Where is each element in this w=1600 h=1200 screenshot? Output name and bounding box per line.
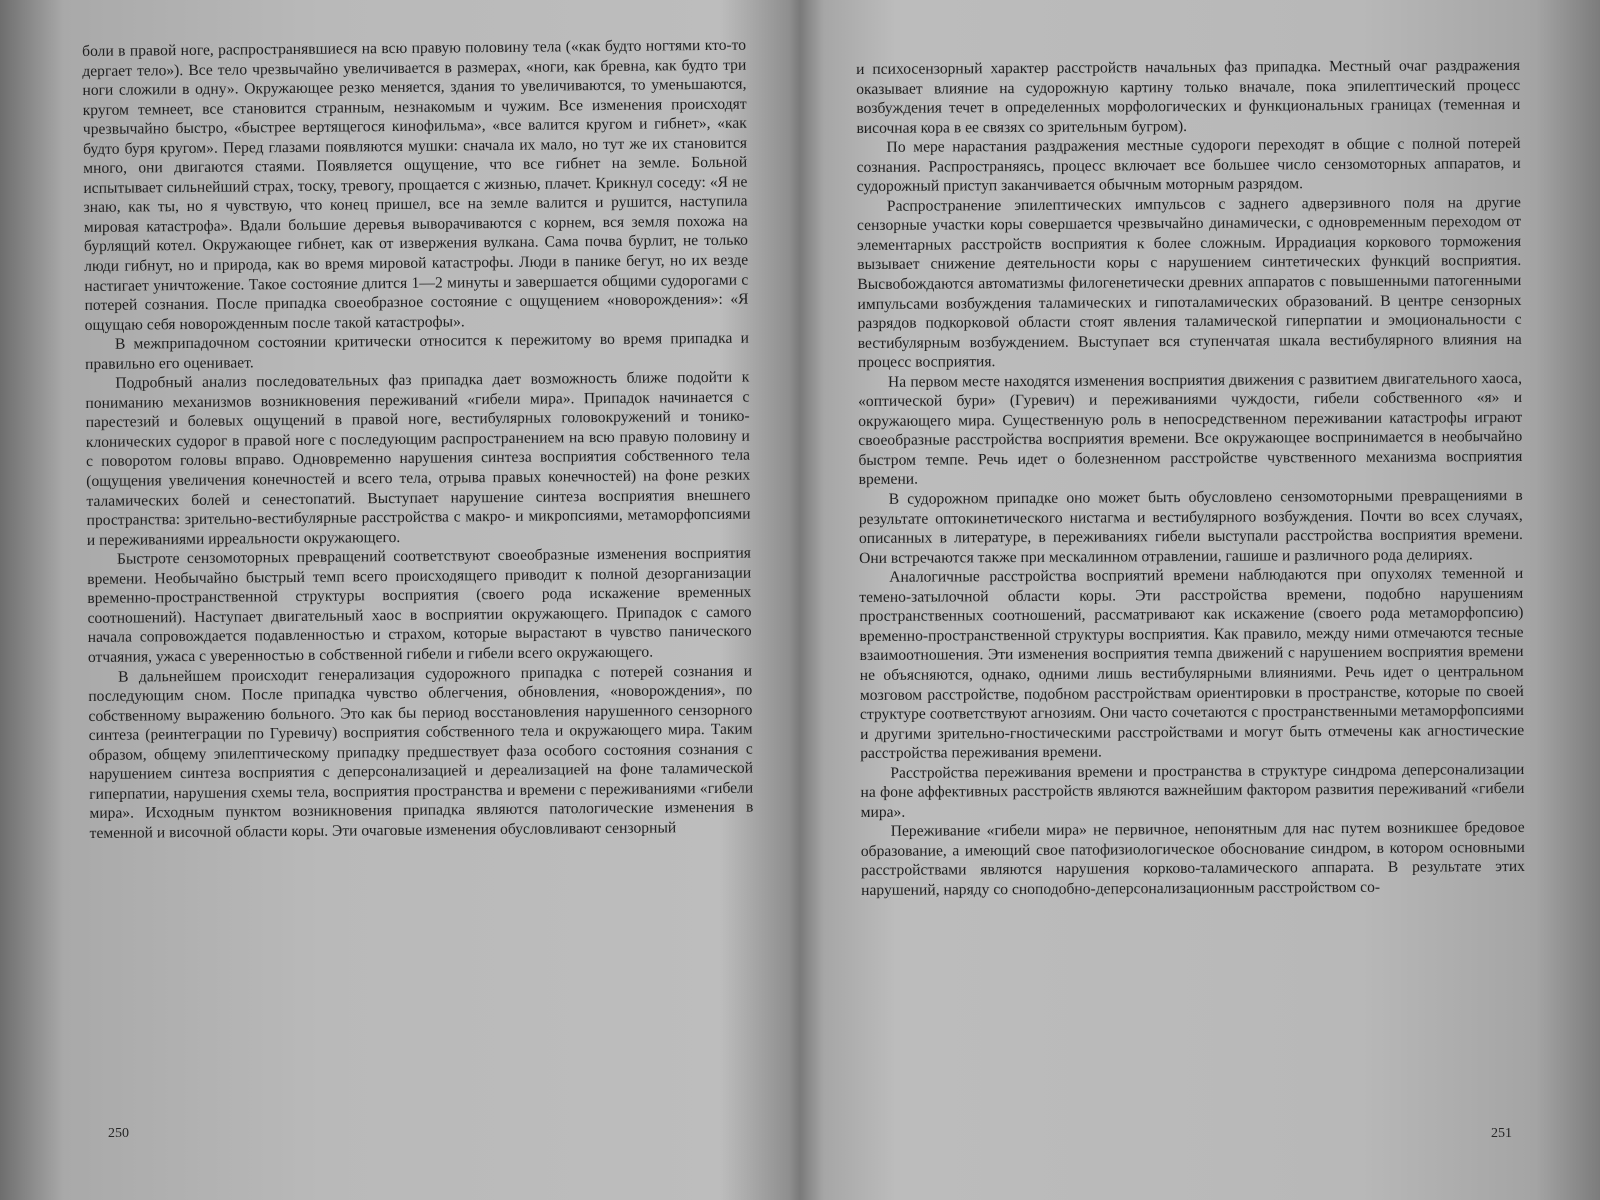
page-number: 250 [108, 1126, 129, 1141]
paragraph: Аналогичные расстройства восприятий времени наблюдаются при опухолях теменной и темено-затылочной области коры. Эти расстройства времени, подобно нарушениям пространственных соотношений, рассматривают как искажение (своего рода метаморфопсию) временно-пространственной структуры восприятия. Как правило, между ними отмечаются тесные взаимоотношения. Эти изменения восприятия темпа движений с нарушением восприятия времени не объясняются, однако, одними лишь вестибулярными влияниями. Речь идет о центральном мозговом расстройстве, подобном расстройствам ориентировки в пространстве, которые по своей структуре соответствуют агнозиям. Они часто сочетаются с пространственными метаморфопсиями и другими зрительно-гностическими расстройствами и могут быть отмечены как агностические расстройства переживания времени. [859, 565, 1525, 763]
paragraph: В дальнейшем происходит генерализация судорожного припадка с потерей сознания и последующим сном. После припадка чувство облегчения, обновления, «новорождения», по собственному выражению больного. Это как бы период восстановления нарушенного сензорного синтеза (реинтеграции по Гуревичу) восприятия собственного тела и окружающего мира. Таким образом, общему эпилептическому припадку предшествует фаза особого состояния сознания с нарушением синтеза восприятия с деперсонализацией и дереализацией на фоне таламической гиперпатии, нарушения схемы тела, восприятия пространства и времени с переживаниями «гибели мира». Исходным пунктом возникновения припадка являются патологические изменения в теменной и височной области коры. Эти очаговые изменения обусловливают сензорный [88, 662, 754, 842]
paragraph: Подробный анализ последовательных фаз припадка дает возможность ближе подойти к пониманию механизмов возникновения переживаний «гибели мира». Припадок начинается с парестезий и болевых ощущений в правой ноге, вестибулярных головокружений и тонико-клонических судорог в правой ноге с последующим распространением на всю правую половину и с поворотом головы вправо. Одновременно нарушения синтеза восприятия собственного тела (ощущения увеличения конечностей и всего тела, отрыва правых конечностей) на фоне резких таламических болей и сенестопатий. Выступает нарушение синтеза восприятия внешнего пространства: зрительно-вестибулярные расстройства с макро- и микропсиями, метаморфопсиями и переживаниями ирреальности окружающего. [85, 368, 751, 549]
paragraph: Распространение эпилептических импульсов с заднего адверзивного поля на другие сензорные участки коры совершается чрезвычайно динамически, с одновременным переходом от элементарных расстройств восприятия к более сложным. Иррадиация коркового торможения вызывает снижение деятельности коры с нарушением синтетических функций восприятия. Высвобождаются автоматизмы филогенетически древних аппаратов с повышенными патогенными импульсами возбуждения таламических и гипоталамических образований. В центре сензорных разрядов подкорковой области стоят явления таламической гиперпатии и эмоциональности с вестибулярным возбуждением. Выступает вся ступенчатая шкала вестибулярного влияния на процесс восприятия. [856, 193, 1522, 372]
paragraph: Переживание «гибели мира» не первичное, непонятным для нас путем возникшее бредовое образование, а имеющий свое патофизиологическое обоснование синдром, в котором основными расстройствами являются нарушения корково-таламического аппарата. В результате этих нарушений, наряду со сноподобно-деперсонализационным расстройством со- [860, 819, 1525, 899]
paragraph: На первом месте находятся изменения восприятия движения с развитием двигательного хаоса, «оптической бури» (Гуревич) и переживаниями чуждости, гибели собственного «я» и окружающего мира. Существенную роль в непосредственном переживании катастрофы играют своеобразные расстройства восприятия времени. Все окружающее воспринимается в необычайно быстром темпе. Речь идет о болезненном расстройстве чувственного механизма восприятия времени. [858, 369, 1523, 489]
paragraph: боли в правой ноге, распространявшиеся на всю правую половину тела («как будто ногтями кто-то дергает тело»). Все тело чрезвычайно увеличивается в размерах, «ноги, как бревна, как будто три ноги сложили в одну». Окружающее резко меняется, здания то увеличиваются, то уменьшаются, кругом темнеет, все становится странным, незнакомым и чужим. Все изменения происходят чрезвычайно быстро, «быстрее вертящегося кинофильма», «все валится кругом и гибнет», «как будто буря кругом». Перед глазами появляются мушки: сначала их мало, но тут же их становится много, они двигаются стаями. Появляется ощущение, что все гибнет на земле. Больной испытывает сильнейший страх, тоску, тревогу, прощается с жизнью, плачет. Крикнул соседу: «Я не знаю, как ты, но я чувствую, что конец пришел, все на земле валится и рушится, наступила мировая катастрофа». Вдали большие деревья выворачиваются с корнем, вся земля похожа на бурлящий котел. Окружающее гибнет, как от извержения вулкана. Сама почва бурлит, не только люди гибнут, но и природа, как во время мировой катастрофы. Люди в панике бегут, но их везде настигает уничтожение. Такое состояние длится 1—2 минуты и завершается общими судорогами с потерей сознания. После припадка своеобразное состояние с ощущением «новорождения»: «Я ощущаю себя новорожденным после такой катастрофы». [82, 36, 749, 334]
left-page [0, 0, 790, 1200]
paragraph: Быстроте сензомоторных превращений соответствуют своеобразные изменения восприятия времени. Необычайно быстрый темп всего происходящего приводит к полной дезорганизации временно-пространственной структуры восприятия (своего рода искажение временных соотношений). Наступает двигательный хаос в восприятии окружающего. Припадок с самого начала сопровождается подавленностью и страхом, которые вырастают в чувство панического отчаяния, ужаса с уверенностью в собственной гибели и гибели всего окружающего. [87, 544, 752, 666]
left-text-column [82, 36, 754, 844]
paragraph: и психосензорный характер расстройств начальных фаз припадка. Местный очаг раздражения оказывает влияние на судорожную картину только вначале, пока эпилептический процесс возбуждения течет в определенных морфологических и функциональных границах (теменная и височная кора в ее связях со зрительным бугром). [856, 56, 1521, 137]
right-page [810, 0, 1600, 1200]
page-number: 251 [1491, 1126, 1512, 1141]
paragraph: В судорожном припадке оно может быть обусловлено сензомоторными превращениями в результате оптокинетического нистагма и вестибулярного возбуждения. Почти во всех случаях, описанных в литературе, в переживаниях гибели выступали расстройства восприятия времени. Они встречаются также при мескалинном отравлении, гашише и различного рода делириях. [858, 486, 1523, 567]
right-text-column [856, 56, 1525, 901]
paragraph: В межприпадочном состоянии критически относится к пережитому во время припадка и правильно его оценивает. [85, 329, 749, 373]
paragraph: Расстройства переживания времени и пространства в структуре синдрома деперсонализации на фоне аффективных расстройств являются важнейшим фактором развития переживаний «гибели мира». [860, 760, 1525, 821]
paragraph: По мере нарастания раздражения местные судороги переходят в общие с полной потерей сознания. Распространяясь, процесс включает все большее число сензомоторных аппаратов, и судорожный приступ заканчивается обычным моторным разрядом. [856, 135, 1521, 196]
